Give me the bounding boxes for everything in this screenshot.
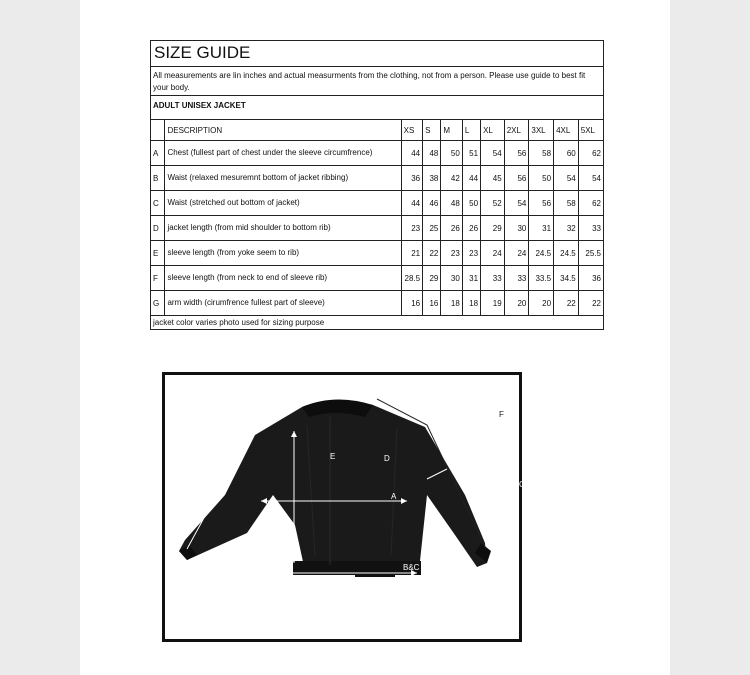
row-code: A [151,141,165,166]
row-code: F [151,266,165,291]
size-value-cell: 33 [481,266,505,291]
table-row [151,216,603,241]
size-value-cell: 23 [462,241,480,266]
size-value-cell: 48 [423,141,441,166]
row-code: B [151,166,165,191]
row-description: Chest (fullest part of chest under the sleeve circumfrence) [165,141,401,166]
size-value-cell: 30 [504,216,529,241]
jacket-diagram [165,375,526,639]
size-value-cell: 36 [401,166,422,191]
size-value-cell: 38 [423,166,441,191]
size-value-cell: 44 [401,141,422,166]
guide-title: SIZE GUIDE [151,41,603,67]
row-description: Waist (relaxed mesuremnt bottom of jacket ribbing) [165,166,401,191]
size-value-cell: 46 [423,191,441,216]
label-bc: B&C [403,563,420,572]
size-value-cell: 50 [441,141,462,166]
size-value-cell: 24.5 [554,241,579,266]
table-header-row [151,120,603,141]
size-value-cell: 24.5 [529,241,554,266]
size-value-cell: 56 [504,141,529,166]
row-description: Waist (stretched out bottom of jacket) [165,191,401,216]
row-description: arm width (cirumfrence fullest part of sleeve) [165,291,401,316]
size-value-cell: 23 [401,216,422,241]
table-row [151,266,603,291]
size-value-cell: 22 [578,291,603,316]
size-value-cell: 56 [529,191,554,216]
size-value-cell: 31 [462,266,480,291]
size-value-cell: 18 [441,291,462,316]
jacket-photo-frame [162,372,526,642]
row-code: G [151,291,165,316]
label-a: A [391,492,397,501]
size-value-cell: 22 [423,241,441,266]
table-row [151,241,603,266]
row-code: C [151,191,165,216]
header-size-xs: XS [401,120,422,141]
size-value-cell: 24 [504,241,529,266]
size-value-cell: 44 [462,166,480,191]
size-value-cell: 33 [504,266,529,291]
size-value-cell: 54 [578,166,603,191]
size-value-cell: 29 [423,266,441,291]
size-value-cell: 20 [504,291,529,316]
size-value-cell: 22 [554,291,579,316]
size-value-cell: 51 [462,141,480,166]
size-value-cell: 28.5 [401,266,422,291]
table-row [151,166,603,191]
label-g: G [519,480,526,489]
size-value-cell: 32 [554,216,579,241]
jacket-illustration [179,399,491,577]
size-value-cell: 18 [462,291,480,316]
header-size-3xl: 3XL [529,120,554,141]
size-value-cell: 16 [423,291,441,316]
size-value-cell: 45 [481,166,505,191]
size-value-cell: 16 [401,291,422,316]
size-value-cell: 24 [481,241,505,266]
size-value-cell: 60 [554,141,579,166]
document-page [80,0,670,675]
row-code: D [151,216,165,241]
size-value-cell: 29 [481,216,505,241]
size-value-cell: 62 [578,141,603,166]
size-value-cell: 33.5 [529,266,554,291]
label-e: E [330,452,336,461]
header-size-xl: XL [481,120,505,141]
size-value-cell: 23 [441,241,462,266]
header-size-s: S [423,120,441,141]
size-value-cell: 31 [529,216,554,241]
size-value-cell: 20 [529,291,554,316]
header-size-2xl: 2XL [504,120,529,141]
row-description: sleeve length (from yoke seem to rib) [165,241,401,266]
size-value-cell: 54 [554,166,579,191]
header-size-l: L [462,120,480,141]
table-row [151,291,603,316]
size-value-cell: 36 [578,266,603,291]
size-value-cell: 52 [481,191,505,216]
size-value-cell: 26 [441,216,462,241]
table-row [151,191,603,216]
size-value-cell: 33 [578,216,603,241]
size-value-cell: 56 [504,166,529,191]
table-row [151,141,603,166]
size-value-cell: 25 [423,216,441,241]
size-value-cell: 62 [578,191,603,216]
size-value-cell: 19 [481,291,505,316]
size-guide [150,40,604,330]
header-size-m: M [441,120,462,141]
size-value-cell: 48 [441,191,462,216]
size-value-cell: 54 [504,191,529,216]
size-value-cell: 30 [441,266,462,291]
label-f: F [499,410,504,419]
size-value-cell: 42 [441,166,462,191]
row-description: jacket length (from mid shoulder to bottom rib) [165,216,401,241]
size-value-cell: 58 [529,141,554,166]
size-table [151,120,603,315]
size-value-cell: 54 [481,141,505,166]
size-value-cell: 44 [401,191,422,216]
row-description: sleeve length (from neck to end of sleeve rib) [165,266,401,291]
guide-note: All measurements are lin inches and actual measurments from the clothing, not from a person. Please use guide to best fit your body. [151,67,603,96]
row-code: E [151,241,165,266]
header-description: DESCRIPTION [165,120,401,141]
size-value-cell: 50 [462,191,480,216]
header-size-5xl: 5XL [578,120,603,141]
label-d: D [384,454,390,463]
section-title: ADULT UNISEX JACKET [151,96,603,120]
guide-footer: jacket color varies photo used for sizing purpose [151,315,603,329]
header-size-4xl: 4XL [554,120,579,141]
arrow-icon [285,570,291,576]
size-value-cell: 21 [401,241,422,266]
size-value-cell: 26 [462,216,480,241]
size-value-cell: 50 [529,166,554,191]
size-value-cell: 25.5 [578,241,603,266]
header-code-cell [151,120,165,141]
size-value-cell: 58 [554,191,579,216]
size-value-cell: 34.5 [554,266,579,291]
